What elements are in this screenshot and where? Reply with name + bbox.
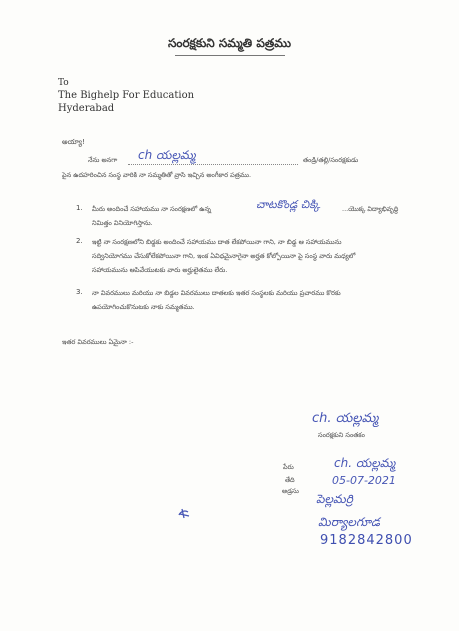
date-value: 05-07-2021 [332, 474, 396, 487]
intro-line2: పైన ఉదహరించిన సంస్థ వారికి నా సమ్మతితో వ్రాసి ఇచ్చిన అంగీకార పత్రము. [62, 171, 252, 179]
intro-prefix: నేను అనగా [88, 156, 118, 164]
name-value: ch. యల్లమ్మ [334, 456, 396, 470]
recipient-org: The Bighelp For Education [58, 90, 195, 101]
item-2-line1: ఇట్టి నా సంరక్షణలోని బిడ్డకు అందించే సహాయము దాత లేకపోయినా గాని, నా బిడ్డ ఆ సహాయమును [92, 238, 342, 246]
item-1-line2: నిమిత్తం వినియోగిస్తాను. [92, 219, 153, 227]
title-underline [175, 55, 285, 56]
form-title: సంరక్షకుని సమ్మతి పత్రము [167, 36, 292, 50]
item-3-line1: నా వివరములు మరియు నా బిడ్డల వివరములు దాతలకు ఇతర సంస్థలకు మరియు ప్రచారము కొరకు [92, 289, 341, 297]
student-name-handwritten: చాటకొండ్ల చిక్కి [256, 198, 321, 211]
item-2-number: 2. [76, 237, 83, 245]
guardian-signature: ch. యల్లమ్మ [312, 411, 379, 426]
intro-suffix: తండ్రి/తల్లి/సంరక్షకుడు [303, 156, 359, 164]
item-1-line1-suffix: ...యొక్క విద్యాభివృద్ధి [342, 205, 399, 213]
item-2-line2: సద్వినియోగము చేసుకోలేకపోయినా గాని, ఇంక ఏవిధమైనాగైనా అర్హత కోల్పోయినా పై సంస్థ వారు మధ్యలో [92, 252, 356, 260]
phone-number: 9182842800 [320, 533, 413, 548]
item-1-number: 1. [76, 204, 83, 212]
address-line1: పెల్లమర్రి [316, 492, 353, 506]
guardian-name-handwritten: ch యల్లమ్మ [138, 148, 196, 162]
name-label: పేరు [283, 463, 294, 471]
ink-mark [176, 505, 192, 521]
other-details-label: ఇతర వివరములు ఏమైనా :- [62, 338, 134, 346]
recipient-city: Hyderabad [58, 103, 115, 114]
item-2-line3: సహాయమును ఆపివేయుటకు వారు అర్హులైతము లేరు. [92, 266, 228, 274]
address-line2: మిర్యాలగూడ [318, 515, 380, 529]
address-label: అడ్రసు [282, 487, 299, 495]
item-3-number: 3. [76, 288, 83, 296]
salutation: అయ్యా! [62, 138, 85, 146]
item-1-line1-prefix: మీరు అందించే సహాయము నా సంరక్షణలో ఉన్న [92, 205, 211, 213]
to-label: To [58, 78, 69, 88]
item-3-line2: ఉపయోగించుకొనుటకు నాకు సమ్మతము. [92, 303, 195, 311]
date-label: తేది [285, 476, 295, 484]
guardian-signature-label: సంరక్షకుని సంతకం [318, 431, 365, 439]
